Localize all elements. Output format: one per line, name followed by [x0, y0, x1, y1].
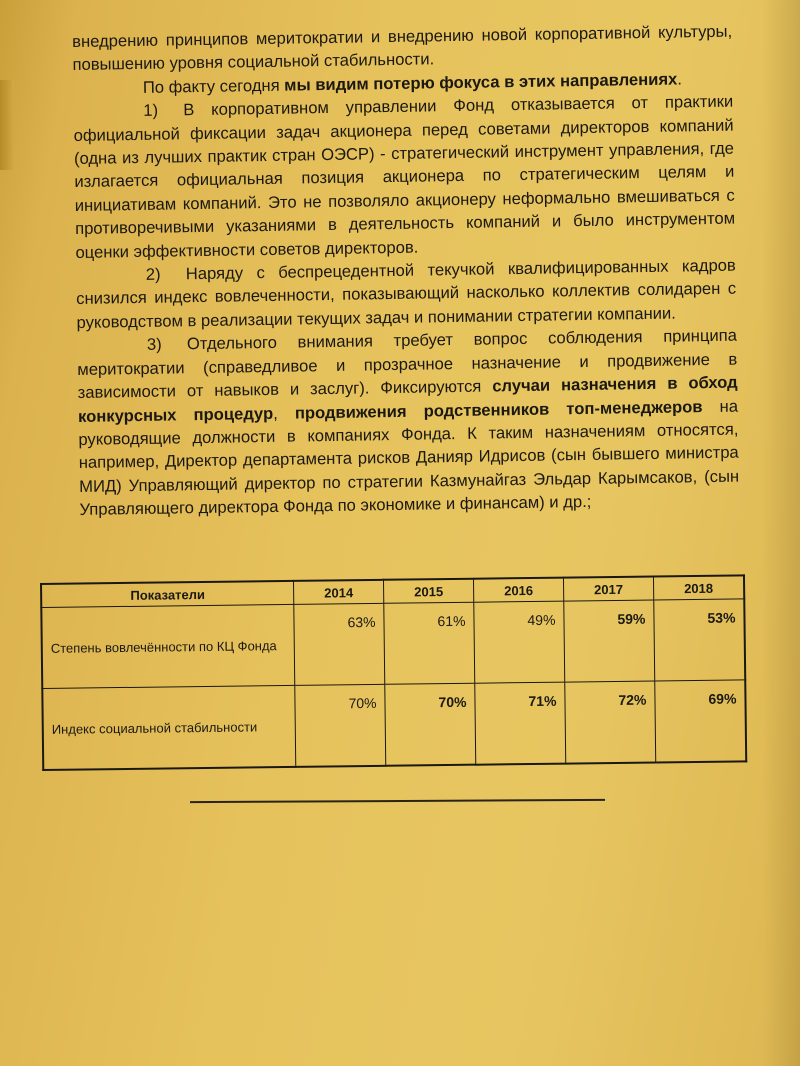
indicators-table [40, 574, 747, 771]
table-cell: 59% [564, 600, 655, 682]
item-3-text-c: на руководящие должности в компаниях Фонда. К таким назначениям относятся, например, Директор департамента рисков Данияр Идрисов (сын бывшего министра МИД) Управляющий директор по стратегии Казмунайгаз Эльдар Карымсаков, (сын Управляющего директора Фонда по экономике и финансам) и др.; [78, 396, 740, 520]
table-cell: 53% [654, 599, 746, 681]
item-2-text: Наряду с беспрецедентной текучкой квалифицированных кадров снизился индекс вовлеченности, показывающий насколько коллектив солидарен с руководством в реализации текущих задач и понимании стратегии компании. [76, 255, 737, 332]
item-1 [73, 90, 735, 264]
focus-suffix: . [677, 69, 683, 89]
item-3-text-a: Отдельного внимания требует вопрос соблюдения принципа меритократии (справедливое и прозрачное назначение и продвижение в зависимости от навыков и заслуг). Фиксируются [77, 325, 738, 403]
header-year: 2018 [653, 575, 744, 600]
table-cell: 49% [474, 601, 565, 683]
row-label: Индекс социальной стабильности [42, 685, 296, 770]
item-3 [77, 324, 740, 522]
table-cell: 70% [295, 684, 386, 767]
intro-paragraph: внедрению принципов меритократии и внедрению новой корпоративной культуры, повышению уровня социальной стабильности. [72, 21, 733, 75]
item-1-number: 1) [143, 100, 159, 121]
header-year: 2014 [294, 580, 384, 605]
paper-edge-left [0, 80, 14, 170]
document-body [72, 20, 740, 522]
table-cell: 61% [384, 602, 475, 684]
row-label: Степень вовлечённости по КЦ Фонда [41, 604, 295, 688]
header-year: 2017 [563, 577, 653, 602]
table-cell: 72% [565, 681, 656, 764]
table-cell: 70% [385, 683, 476, 766]
paper-shadow-right [762, 0, 800, 1066]
table-row [42, 680, 746, 770]
indicators-table-wrap [40, 574, 747, 771]
header-indicators: Показатели [41, 581, 294, 608]
item-3-bold-b: продвижения родственников топ-менеджеров [294, 396, 703, 423]
table-row [41, 599, 745, 689]
item-2-number: 2) [145, 264, 161, 284]
focus-bold: мы видим потерю фокуса в этих направлениях [284, 69, 678, 95]
table-cell: 71% [475, 682, 566, 765]
table-cell: 63% [294, 603, 385, 685]
item-1-text: В корпоративном управлении Фонд отказывается от практики официальной фиксации задач акционера перед советами директоров компаний (одна из лучших практик стран ОЭСР) - стратегический инструмент управления, где излагается официальная позиция акционера по стратегическим целям и инициативам компаний. Это не позволяло акционеру неформально вмешиваться с противоречивыми указаниями в деятельность компаний и было инструментом оценки эффективности советов директоров. [73, 91, 736, 262]
header-year: 2015 [384, 579, 474, 604]
item-3-text-b: , [272, 403, 295, 423]
item-3-number: 3) [146, 334, 162, 355]
focus-prefix: По факту сегодня [142, 75, 285, 97]
item-2 [76, 254, 737, 335]
table-cell: 69% [655, 680, 747, 763]
item-3-bold-a: случаи назначения в обход конкурсных процедур [77, 372, 738, 426]
header-year: 2016 [473, 578, 563, 603]
